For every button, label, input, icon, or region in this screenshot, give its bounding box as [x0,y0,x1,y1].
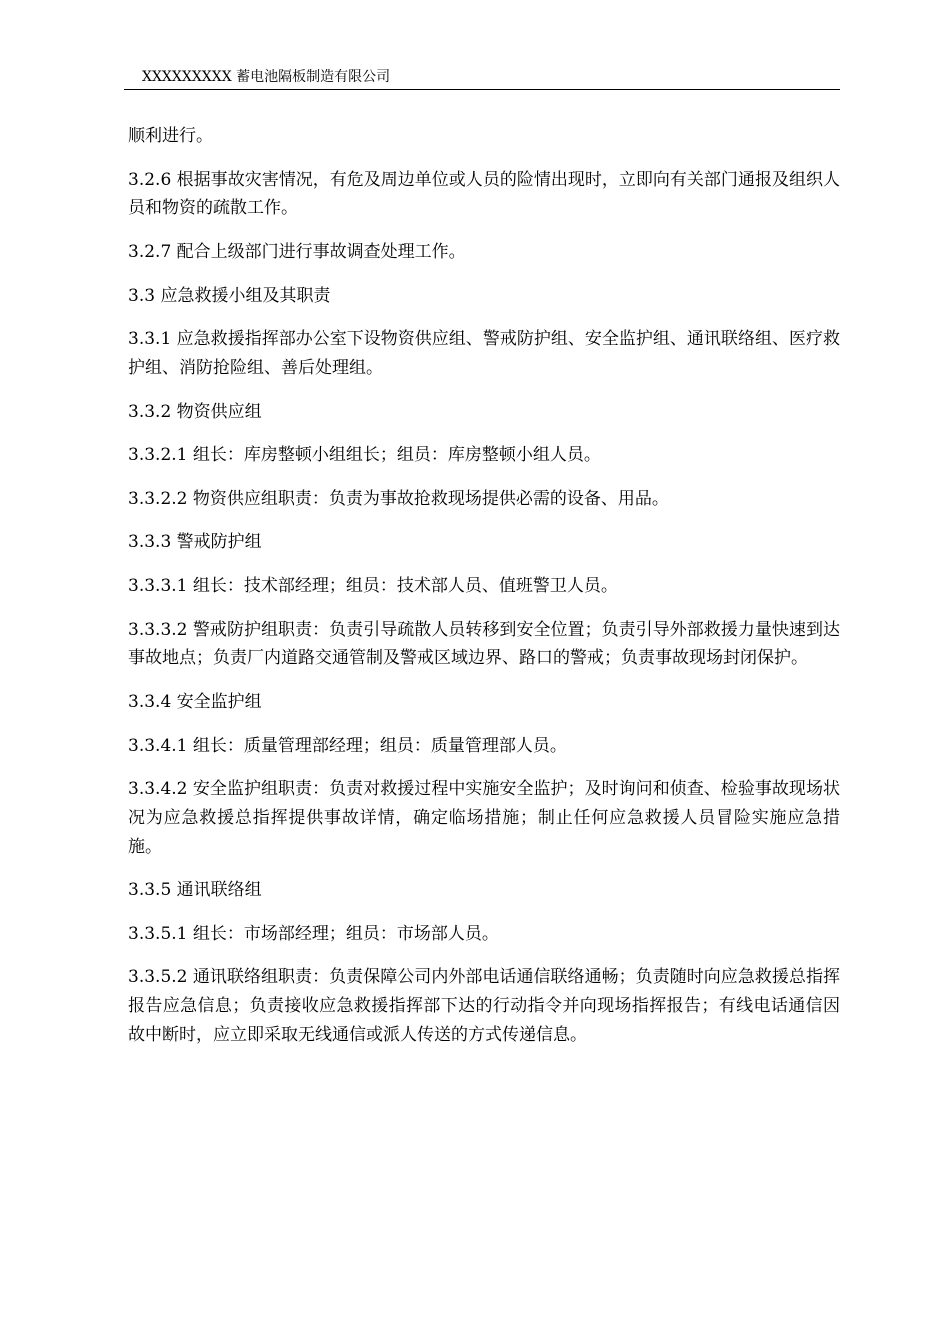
header-company-name: XXXXXXXXX 蓄电池隔板制造有限公司 [142,69,391,85]
paragraph-continuation: 顺利进行。 [128,126,213,146]
paragraph-3-2-6: 3.2.6 根据事故灾害情况，有危及周边单位或人员的险情出现时，立即向有关部门通报及组织人员和物资的疏散工作。 [128,169,840,219]
paragraph-3-3-3-1: 3.3.3.1 组长：技术部经理；组员：技术部人员、值班警卫人员。 [128,575,618,596]
paragraph-3-3-2-1: 3.3.2.1 组长：库房整顿小组组长；组员：库房整顿小组人员。 [128,445,601,466]
paragraph-3-3-1: 3.3.1 应急救援指挥部办公室下设物资供应组、警戒防护组、安全监护组、通讯联络组、医疗救护组、消防抢险组、善后处理组。 [128,329,840,378]
paragraph-3-3-5-1: 3.3.5.1 组长：市场部经理；组员：市场部人员。 [128,923,499,944]
section-heading-3-3-5: 3.3.5 通讯联络组 [128,880,262,901]
section-heading-3-3-4: 3.3.4 安全监护组 [128,691,262,712]
paragraph-3-3-3-2: 3.3.3.2 警戒防护组职责：负责引导疏散人员转移到安全位置；负责引导外部救援力量快速到达事故地点；负责厂内道路交通管制及警戒区域边界、路口的警戒；负责事故现场封闭保护。 [128,619,840,669]
paragraph-3-2-7: 3.2.7 配合上级部门进行事故调查处理工作。 [128,241,466,262]
paragraph-3-3-5-2: 3.3.5.2 通讯联络组职责：负责保障公司内外部电话通信联络通畅；负责随时向应急救援总指挥报告应急信息；负责接收应急救援指挥部下达的行动指令并向现场指挥报告；有线电话通信因故中断时，应立即采取无线通信或派人传送的方式传递信息。 [128,967,840,1046]
document-body [128,122,840,1065]
page-header [124,68,840,90]
section-heading-3-3-3: 3.3.3 警戒防护组 [128,532,262,553]
section-heading-3-3-2: 3.3.2 物资供应组 [128,401,262,422]
section-heading-3-3: 3.3 应急救援小组及其职责 [128,285,331,306]
paragraph-3-3-2-2: 3.3.2.2 物资供应组职责：负责为事故抢救现场提供必需的设备、用品。 [128,488,669,509]
paragraph-3-3-4-2: 3.3.4.2 安全监护组职责：负责对救援过程中实施安全监护；及时询问和侦查、检验事故现场状况为应急救援总指挥提供事故详情，确定临场措施；制止任何应急救援人员冒险实施应急措施。 [128,779,840,857]
paragraph-3-3-4-1: 3.3.4.1 组长：质量管理部经理；组员：质量管理部人员。 [128,735,567,756]
